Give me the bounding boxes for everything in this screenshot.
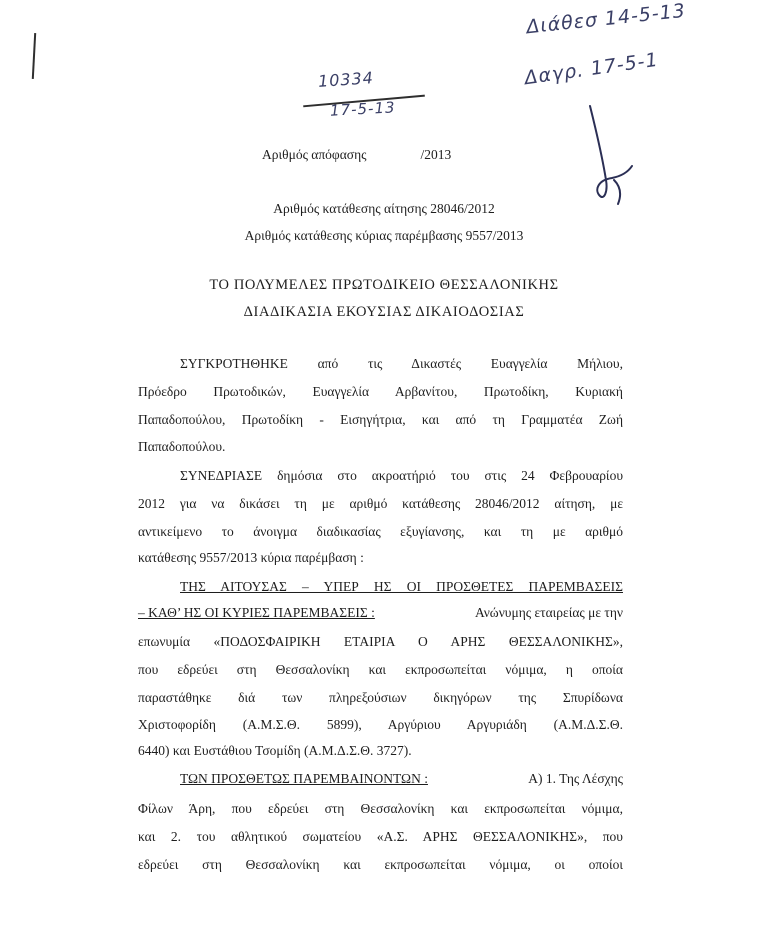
- body-line: και 2. του αθλητικού σωματείου «Α.Σ. ΑΡΗΣ ΘΕΣΣΑΛΟΝΙΚΗΣ», που: [138, 829, 623, 844]
- procedure-title: ΔΙΑΔΙΚΑΣΙΑ ΕΚΟΥΣΙΑΣ ΔΙΚΑΙΟΔΟΣΙΑΣ: [243, 304, 525, 320]
- handwritten-note-1: Διάθεσ 14-5-13: [525, 0, 687, 39]
- body-line: Παπαδοπούλου, Πρωτοδίκη - Εισηγήτρια, και από τη Γραμματέα Ζωή: [138, 412, 623, 427]
- registry-number: 10334: [317, 68, 375, 91]
- body-line: Πρόεδρο Πρωτοδικών, Ευαγγελία Αρβανίτου, Πρωτοδίκη, Κυριακή: [138, 384, 623, 399]
- court-title: ΤΟ ΠΟΛΥΜΕΛΕΣ ΠΡΩΤΟΔΙΚΕΙΟ ΘΕΣΣΑΛΟΝΙΚΗΣ: [209, 277, 559, 293]
- registry-date: 17-5-13: [329, 98, 396, 120]
- body-line: εδρεύει στη Θεσσαλονίκη και εκπροσωπείται νόμιμα, οι οποίοι: [138, 857, 623, 872]
- margin-mark: [32, 33, 36, 79]
- body-line: παραστάθηκε διά των πληρεξούσιων δικηγόρων της Σπυρίδωνα: [138, 690, 623, 705]
- decision-number: Αριθμός απόφασης /2013: [262, 147, 452, 162]
- body-line-rest: Ανώνυμης εταιρείας με την: [474, 605, 623, 620]
- body-line-rest: Α) 1. Της Λέσχης: [528, 771, 623, 786]
- body-line: κατάθεσης 9557/2013 κύρια παρέμβαση :: [138, 550, 364, 565]
- signature: [560, 100, 680, 210]
- petitioner-heading: ΤΗΣ ΑΙΤΟΥΣΑΣ – ΥΠΕΡ ΗΣ ΟΙ ΠΡΟΣΘΕΤΕΣ ΠΑΡΕΜΒΑΣΕΙΣ: [180, 579, 623, 594]
- body-line: ΣΥΓΚΡΟΤΗΘΗΚΕ από τις Δικαστές Ευαγγελία Μήλιου,: [180, 356, 623, 371]
- body-line: Χριστοφορίδη (Α.Μ.Σ.Θ. 5899), Αργύριου Αργυριάδη (Α.Μ.Δ.Σ.Θ.: [138, 717, 623, 732]
- body-line: επωνυμία «ΠΟΔΟΣΦΑΙΡΙΚΗ ΕΤΑΙΡΙΑ Ο ΑΡΗΣ ΘΕΣΣΑΛΟΝΙΚΗΣ»,: [138, 634, 623, 649]
- petitioner-heading-cont: – ΚΑΘ’ ΗΣ ΟΙ ΚΥΡΙΕΣ ΠΑΡΕΜΒΑΣΕΙΣ :: [138, 605, 375, 620]
- body-line: 6440) και Ευστάθιου Τσομίδη (Α.Μ.Δ.Σ.Θ. 3727).: [138, 743, 412, 758]
- intervenors-heading: ΤΩΝ ΠΡΟΣΘΕΤΩΣ ΠΑΡΕΜΒΑΙΝΟΝΤΩΝ :: [180, 771, 428, 786]
- body-line: [138, 605, 623, 621]
- body-line: αντικείμενο το άνοιγμα διαδικασίας εξυγίανσης, και τη με αριθμό: [138, 524, 623, 539]
- body-line: ΣΥΝΕΔΡΙΑΣΕ δημόσια στο ακροατήριό του στις 24 Φεβρουαρίου: [180, 468, 623, 483]
- body-line: [180, 771, 623, 787]
- filing-intervention: Αριθμός κατάθεσης κύριας παρέμβασης 9557/2013: [244, 228, 524, 243]
- body-line: 2012 για να δικάσει τη με αριθμό κατάθεσης 28046/2012 αίτηση, με: [138, 496, 623, 511]
- body-line: Παπαδοπούλου.: [138, 439, 226, 454]
- body-line: που εδρεύει στη Θεσσαλονίκη και εκπροσωπείται νόμιμα, η οποία: [138, 662, 623, 677]
- filing-petition: Αριθμός κατάθεσης αίτησης 28046/2012: [273, 201, 495, 216]
- body-line: Φίλων Άρη, που εδρεύει στη Θεσσαλονίκη και εκπροσωπείται νόμιμα,: [138, 801, 623, 816]
- handwritten-note-2: Δαγρ. 17-5-1: [523, 48, 660, 90]
